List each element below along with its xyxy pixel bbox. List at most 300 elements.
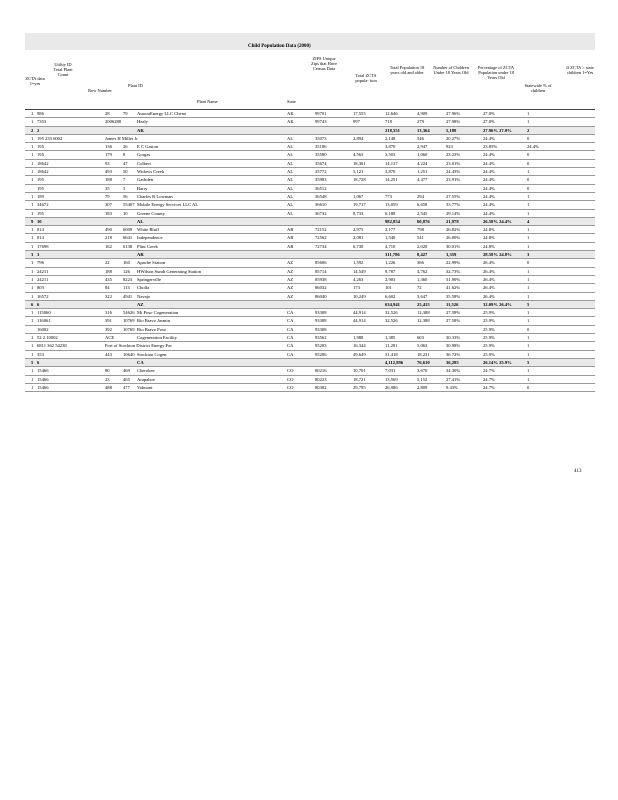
zips-cell: 86032 bbox=[315, 285, 327, 291]
flag-cell: 1 bbox=[527, 243, 530, 249]
zcta-cell: 1 bbox=[31, 193, 34, 199]
population-cell: 16,344 bbox=[353, 343, 366, 349]
utility-cell: 24211 bbox=[37, 276, 49, 282]
adult-cell: 3,503 bbox=[385, 152, 396, 158]
children-cell: 4,477 bbox=[417, 177, 428, 183]
adult-cell: 1,385 bbox=[385, 335, 396, 341]
adult-cell: 982,854 bbox=[385, 218, 400, 224]
row-number-cell: 316 bbox=[105, 310, 112, 316]
row-number-cell: 179 bbox=[105, 152, 112, 158]
utility-cell: 18642 bbox=[37, 169, 49, 175]
adult-cell: 12,646 bbox=[385, 111, 398, 116]
plant-id-cell: 3 bbox=[123, 185, 126, 191]
table-row bbox=[25, 160, 595, 168]
adult-cell: 32,526 bbox=[385, 310, 398, 316]
table-row bbox=[25, 210, 595, 218]
percentage-cell: 26.00% bbox=[446, 235, 461, 241]
zips-cell: 99743 bbox=[315, 119, 327, 125]
table-row bbox=[25, 259, 595, 267]
plant-name-cell: Apache Station bbox=[137, 260, 166, 266]
population-cell: 10,249 bbox=[353, 293, 366, 299]
adult-cell: 4,112,896 bbox=[385, 359, 404, 365]
zips-cell: 85606 bbox=[315, 260, 327, 266]
children-cell: 60,876 bbox=[417, 218, 430, 224]
children-cell: 1,060 bbox=[417, 152, 428, 158]
table-row bbox=[25, 226, 595, 234]
flag-cell: 0 bbox=[527, 177, 530, 183]
statewide-cell: 26.58% 24.4% bbox=[483, 218, 512, 224]
zcta-cell: 1 bbox=[31, 343, 34, 349]
statewide-cell: 26.14% 25.9% bbox=[483, 359, 512, 365]
zips-cell: 80216 bbox=[315, 368, 327, 374]
percentage-cell: 22.99% bbox=[446, 260, 461, 266]
row-number-cell: 490 bbox=[105, 227, 112, 233]
table-row bbox=[25, 342, 595, 350]
flag-cell: 2 bbox=[527, 127, 530, 133]
utility-cell: 7353 bbox=[37, 119, 47, 125]
zcta-cell: 2 bbox=[31, 127, 34, 133]
utility-cell: 6811 362 54238 bbox=[37, 343, 67, 349]
plant-name-cell: Gorgas bbox=[137, 152, 151, 158]
utility-cell: 15466 bbox=[37, 376, 49, 382]
zcta-cell: 1 bbox=[31, 202, 34, 208]
statewide-cell: 24.4% bbox=[483, 169, 495, 175]
population-cell: 6,730 bbox=[353, 243, 364, 249]
population-cell: 1,988 bbox=[353, 335, 364, 341]
zips-cell: 93308 bbox=[315, 326, 327, 332]
flag-cell: 0 bbox=[527, 384, 530, 390]
plant-id-cell: 8223 bbox=[123, 276, 133, 282]
population-cell: 173 bbox=[353, 285, 360, 291]
table-row bbox=[25, 118, 595, 126]
table-row bbox=[25, 234, 595, 242]
plant-id-cell: 7 bbox=[123, 177, 126, 183]
plant-name-cell: AK bbox=[137, 127, 144, 133]
flag-cell: 1 bbox=[527, 210, 530, 216]
adult-cell: 218,551 bbox=[385, 127, 400, 133]
flag-cell: 1 bbox=[527, 193, 530, 199]
statewide-cell: 27.0% bbox=[483, 119, 495, 125]
state-cell: AZ bbox=[287, 276, 294, 282]
plant-name-cell: Rio Bravo Poso bbox=[137, 326, 167, 332]
population-cell: 2,081 bbox=[353, 235, 364, 241]
col-header-flag: If ZCTA > state children 1=Yes bbox=[566, 65, 594, 76]
state-cell: AL bbox=[287, 177, 294, 183]
table-row bbox=[25, 317, 595, 325]
statewide-cell: 32.09% 26.4% bbox=[483, 301, 512, 307]
table-row bbox=[25, 376, 595, 384]
statewide-cell: 24.7% bbox=[483, 376, 495, 382]
percentage-cell: 34.30% bbox=[446, 368, 461, 374]
state-cell: CA bbox=[287, 343, 294, 349]
population-cell: 5,121 bbox=[353, 169, 364, 175]
adult-cell: 7,031 bbox=[385, 368, 396, 374]
plant-name-cell: Stockton Cogen bbox=[137, 351, 167, 357]
row-number-cell: 93 bbox=[105, 160, 110, 166]
zcta-cell: 1 bbox=[31, 169, 34, 175]
zcta-cell: 1 bbox=[31, 293, 34, 299]
state-cell: AK bbox=[287, 119, 294, 125]
col-header-statewide: Statewide % of children bbox=[524, 83, 552, 94]
statewide-cell: 27.96% 27.0% bbox=[483, 127, 512, 133]
children-cell: 541 bbox=[417, 235, 424, 241]
state-cell: CA bbox=[287, 335, 294, 341]
plant-id-cell: 55407 bbox=[123, 202, 135, 208]
adult-cell: 14,137 bbox=[385, 160, 398, 166]
statewide-cell: 24.4% bbox=[483, 210, 495, 216]
zips-cell: 36512 bbox=[315, 185, 327, 191]
row-number-cell: 391 bbox=[105, 318, 112, 324]
table-row bbox=[25, 185, 595, 193]
percentage-cell: 23.01% bbox=[446, 160, 461, 166]
flag-cell: 0 bbox=[527, 260, 530, 266]
utility-cell: 353 bbox=[37, 351, 44, 357]
plant-name-cell: Cherokee bbox=[137, 368, 155, 374]
state-cell: AR bbox=[287, 227, 294, 233]
zips-cell: 35580 bbox=[315, 152, 327, 158]
zips-cell: 85938 bbox=[315, 276, 327, 282]
percentage-cell: 36.72% bbox=[446, 351, 461, 357]
statewide-cell: 25.9% bbox=[483, 318, 495, 324]
table-row bbox=[25, 276, 595, 284]
population-cell: 44,914 bbox=[353, 310, 366, 316]
children-cell: 25,415 bbox=[417, 301, 430, 307]
zcta-cell: 1 bbox=[31, 152, 34, 158]
state-subtotal-row bbox=[25, 359, 595, 367]
percentage-cell: 3,359 bbox=[446, 252, 457, 258]
statewide-cell: 24.8% bbox=[483, 227, 495, 233]
table-row bbox=[25, 176, 595, 184]
zcta-cell: 1 bbox=[31, 260, 34, 266]
plant-name-cell: Greene County bbox=[137, 210, 165, 216]
zips-cell: 36548 bbox=[315, 193, 327, 199]
children-cell: 2,020 bbox=[417, 243, 428, 249]
statewide-cell: 25.9% bbox=[483, 343, 495, 349]
table-row bbox=[25, 151, 595, 159]
state-cell: AL bbox=[287, 135, 294, 141]
zips-cell: 80302 bbox=[315, 384, 327, 390]
col-header-adult-pop: Total Population 18 years old and older bbox=[389, 65, 425, 76]
flag-cell: 1 bbox=[527, 235, 530, 241]
flag-cell: 1 bbox=[527, 111, 530, 116]
state-cell: AL bbox=[287, 210, 294, 216]
table-row bbox=[25, 293, 595, 301]
state-cell: AK bbox=[287, 111, 294, 116]
children-cell: 8,427 bbox=[417, 252, 428, 258]
col-header-plant-id: Plant ID bbox=[128, 83, 143, 88]
adult-cell: 1,226 bbox=[385, 260, 396, 266]
utility-cell: 195 bbox=[37, 177, 44, 183]
percentage-cell: 26.82% bbox=[446, 227, 461, 233]
table-row bbox=[25, 326, 595, 334]
flag-cell: 24.4% bbox=[527, 144, 539, 150]
children-cell: 603 bbox=[417, 335, 424, 341]
statewide-cell: 25.9% bbox=[483, 351, 495, 357]
population-cell: 1,592 bbox=[353, 260, 364, 266]
percentage-cell: 30.33% bbox=[446, 335, 461, 341]
utility-cell: 24211 bbox=[37, 268, 49, 274]
adult-cell: 2,148 bbox=[385, 135, 396, 141]
plant-id-cell: 6138 bbox=[123, 243, 133, 249]
state-cell: CA bbox=[287, 326, 294, 332]
table-row bbox=[25, 143, 595, 151]
row-number-cell: 183 bbox=[105, 210, 112, 216]
utility-cell: 803 bbox=[37, 285, 44, 291]
population-cell: 4,263 bbox=[353, 276, 364, 282]
zips-cell: 35903 bbox=[315, 177, 327, 183]
row-number-cell: 23 bbox=[105, 376, 110, 382]
col-header-children: Number of Children Under 18 Years Old bbox=[433, 65, 469, 76]
population-cell: 44,914 bbox=[353, 318, 366, 324]
adult-cell: 773 bbox=[385, 193, 392, 199]
plant-name-cell: Healy bbox=[137, 119, 148, 125]
plant-name-cell: Barry bbox=[137, 185, 148, 191]
adult-cell: 9,787 bbox=[385, 268, 396, 274]
children-cell: 76,610 bbox=[417, 359, 430, 365]
zcta-cell: 1 bbox=[31, 177, 34, 183]
children-cell: 3,670 bbox=[417, 368, 428, 374]
population-cell: 4,563 bbox=[353, 152, 364, 158]
utility-cell: 6 bbox=[37, 301, 40, 307]
zips-cell: 99701 bbox=[315, 111, 327, 116]
statewide-cell: 24.4% bbox=[483, 193, 495, 199]
population-cell: 29,795 bbox=[353, 384, 366, 390]
plant-name-cell: Flint Creek bbox=[137, 243, 158, 249]
children-cell: 294 bbox=[417, 193, 424, 199]
plant-name-cell: AR bbox=[137, 252, 144, 258]
utility-cell: 195 bbox=[37, 144, 44, 150]
utility-cell: 34672 bbox=[37, 202, 49, 208]
adult-cell: 634,941 bbox=[385, 301, 400, 307]
percentage-cell: 11,526 bbox=[446, 301, 459, 307]
flag-cell: 0 bbox=[527, 185, 530, 191]
state-cell: AR bbox=[287, 235, 294, 241]
row-number-cell: 493 bbox=[105, 169, 112, 175]
page-number: 413 bbox=[574, 469, 582, 474]
plant-name-cell: Independence bbox=[137, 235, 163, 241]
utility-cell: 52 2 10002 bbox=[37, 335, 58, 341]
adult-cell: 101 bbox=[385, 285, 392, 291]
plant-name-cell: Colbert bbox=[137, 160, 151, 166]
population-cell: 10,701 bbox=[353, 368, 366, 374]
adult-cell: 11,281 bbox=[385, 343, 398, 349]
statewide-cell: 27.0% bbox=[483, 111, 495, 116]
row-number-cell: 136 bbox=[105, 144, 112, 150]
percentage-cell: 20.27% bbox=[446, 135, 461, 141]
utility-cell: 195 bbox=[37, 185, 44, 191]
plant-name-cell: AL bbox=[137, 218, 144, 224]
population-cell: 8,733 bbox=[353, 210, 364, 216]
flag-cell: 1 bbox=[527, 376, 530, 382]
utility-cell: 195 bbox=[37, 152, 44, 158]
zcta-cell: 5 bbox=[31, 359, 34, 365]
percentage-cell: 27.41% bbox=[446, 376, 461, 382]
table-row bbox=[25, 384, 595, 392]
adult-cell: 311,786 bbox=[385, 252, 400, 258]
column-header-row bbox=[25, 50, 595, 110]
state-cell: AL bbox=[287, 160, 294, 166]
statewide-cell: 28.58% 24.8% bbox=[483, 252, 512, 258]
adult-cell: 2,903 bbox=[385, 276, 396, 282]
adult-cell: 26,986 bbox=[385, 384, 398, 390]
population-cell: 997 bbox=[353, 119, 360, 125]
table-row bbox=[25, 284, 595, 292]
adult-cell: 1,540 bbox=[385, 235, 396, 241]
row-number-cell: 188 bbox=[105, 177, 112, 183]
flag-cell: 1 bbox=[527, 268, 530, 274]
statewide-cell: 24.7% bbox=[483, 384, 495, 390]
zcta-cell: 1 bbox=[31, 276, 34, 282]
table-row bbox=[25, 243, 595, 251]
zcta-cell: 1 bbox=[31, 335, 34, 341]
statewide-cell: 24.8% bbox=[483, 235, 495, 241]
state-subtotal-row bbox=[25, 127, 595, 135]
plant-id-cell: 56 bbox=[123, 193, 128, 199]
percentage-cell: 33.77% bbox=[446, 202, 461, 208]
utility-cell: 195 233 6002 bbox=[37, 135, 63, 141]
population-cell: 18,361 bbox=[353, 160, 366, 166]
plant-name-cell: Widows Creek bbox=[137, 169, 165, 175]
row-number-cell: 84 bbox=[105, 285, 110, 291]
plant-id-cell: 10 bbox=[123, 210, 128, 216]
zips-cell: 93562 bbox=[315, 335, 327, 341]
state-cell: AL bbox=[287, 169, 294, 175]
percentage-cell: 9.43% bbox=[446, 384, 458, 390]
row-number-cell: 322 bbox=[105, 293, 112, 299]
plant-name-cell: CA bbox=[137, 359, 144, 365]
state-cell: AL bbox=[287, 202, 294, 208]
zcta-cell: 1 bbox=[31, 376, 34, 382]
state-cell: CO bbox=[287, 368, 294, 374]
children-cell: 3,647 bbox=[417, 293, 428, 299]
children-cell: 279 bbox=[417, 119, 424, 125]
state-cell: AL bbox=[287, 144, 294, 150]
row-number-cell: 443 bbox=[105, 351, 112, 357]
statewide-cell: 26.4% bbox=[483, 260, 495, 266]
percentage-cell: 29.14% bbox=[446, 210, 461, 216]
population-cell: 2,975 bbox=[353, 227, 364, 233]
population-cell: 18,728 bbox=[353, 177, 366, 183]
table-title: Child Population Data (2000) bbox=[248, 44, 311, 49]
state-cell: AR bbox=[287, 243, 294, 249]
zips-cell: 35186 bbox=[315, 144, 327, 150]
zips-cell: 36732 bbox=[315, 210, 327, 216]
plant-id-cell: 50 bbox=[123, 169, 128, 175]
percentage-cell: 27.55% bbox=[446, 193, 461, 199]
population-cell: 19,717 bbox=[353, 202, 366, 208]
row-number-cell: 22 bbox=[105, 260, 110, 266]
row-number-cell: 488 bbox=[105, 384, 112, 390]
flag-cell: 1 bbox=[527, 351, 530, 357]
percentage-cell: 30.01% bbox=[446, 243, 461, 249]
utility-cell: 796 bbox=[37, 260, 44, 266]
col-header-zips: ZIPS Unique Zips that Have Census Data bbox=[311, 56, 337, 72]
flag-cell: 0 bbox=[527, 160, 530, 166]
plant-name-cell: White Bluff bbox=[137, 227, 159, 233]
zcta-cell: 1 bbox=[31, 351, 34, 357]
row-number-cell: 2006288 bbox=[105, 119, 122, 125]
adult-cell: 3,870 bbox=[385, 144, 396, 150]
zcta-cell: 1 bbox=[31, 384, 34, 390]
statewide-cell: 25.9% bbox=[483, 326, 495, 332]
children-cell: 366 bbox=[417, 260, 424, 266]
zips-cell: 35674 bbox=[315, 160, 327, 166]
col-header-zcta: ZCTA data 1=yes bbox=[25, 76, 45, 87]
statewide-cell: 25.9% bbox=[483, 310, 495, 316]
row-number-cell: 35 bbox=[105, 185, 110, 191]
row-number-cell: 188 bbox=[105, 268, 112, 274]
zcta-cell: 9 bbox=[31, 218, 34, 224]
plant-name-cell: Arapahoe bbox=[137, 376, 155, 382]
adult-cell: 6,188 bbox=[385, 210, 396, 216]
flag-cell: 3 bbox=[527, 252, 530, 258]
table-row bbox=[25, 367, 595, 375]
col-header-utility: Utility ID Total Plant Count bbox=[53, 62, 73, 78]
plant-name-cell: AuroraEnergy LLC Chena bbox=[137, 111, 186, 116]
children-cell: 4,762 bbox=[417, 268, 428, 274]
state-cell: CO bbox=[287, 376, 294, 382]
plant-name-cell: Navajo bbox=[137, 293, 151, 299]
col-header-plant-name: Plant Name bbox=[197, 99, 218, 104]
plant-name-cell: Cogeneration Facility bbox=[137, 335, 177, 341]
zips-cell: 72152 bbox=[315, 227, 327, 233]
plant-id-cell: 10769 bbox=[123, 318, 135, 324]
percentage-cell: 923 bbox=[446, 144, 453, 150]
table-row bbox=[25, 135, 595, 143]
flag-cell: 5 bbox=[527, 359, 530, 365]
flag-cell: 1 bbox=[527, 169, 530, 175]
flag-cell: 1 bbox=[527, 285, 530, 291]
flag-cell: 1 bbox=[527, 343, 530, 349]
row-number-cell: 162 bbox=[105, 243, 112, 249]
utility-cell: 116061 bbox=[37, 318, 51, 324]
row-number-cell: 79 bbox=[105, 193, 110, 199]
children-cell: 12,388 bbox=[417, 318, 430, 324]
plant-name-cell: Springerville bbox=[137, 276, 161, 282]
zcta-cell: 1 bbox=[31, 119, 34, 125]
zcta-cell: 1 bbox=[31, 243, 34, 249]
percentage-cell: 21,978 bbox=[446, 218, 459, 224]
percentage-cell: 23.91% bbox=[446, 177, 461, 183]
state-cell: AL bbox=[287, 185, 294, 191]
plant-id-cell: 10640 bbox=[123, 351, 135, 357]
plant-id-cell: 47 bbox=[123, 160, 128, 166]
row-number-cell: 28 bbox=[105, 111, 110, 116]
percentage-cell: 41.62% bbox=[446, 285, 461, 291]
percentage-cell: 5,188 bbox=[446, 127, 457, 133]
statewide-cell: 26.4% bbox=[483, 293, 495, 299]
plant-id-cell: 8 bbox=[123, 152, 126, 158]
statewide-cell: 24.7% bbox=[483, 368, 495, 374]
table-row bbox=[25, 201, 595, 209]
statewide-cell: 25.9% bbox=[483, 335, 495, 341]
statewide-cell: 24.8% bbox=[483, 243, 495, 249]
zcta-cell: 6 bbox=[31, 301, 34, 307]
zcta-cell: 1 bbox=[31, 144, 34, 150]
adult-cell: 3,870 bbox=[385, 169, 396, 175]
plant-id-cell: 54626 bbox=[123, 310, 135, 316]
table-row bbox=[25, 309, 595, 317]
utility-cell: 6 bbox=[37, 359, 40, 365]
zips-cell: 72734 bbox=[315, 243, 327, 249]
plant-id-cell: 6009 bbox=[123, 227, 133, 233]
flag-cell: 1 bbox=[527, 276, 530, 282]
state-cell: CA bbox=[287, 351, 294, 357]
col-header-state: State bbox=[287, 99, 296, 104]
zcta-cell: 1 bbox=[31, 135, 34, 141]
children-cell: 5,152 bbox=[417, 376, 428, 382]
children-cell: 72 bbox=[417, 285, 422, 291]
